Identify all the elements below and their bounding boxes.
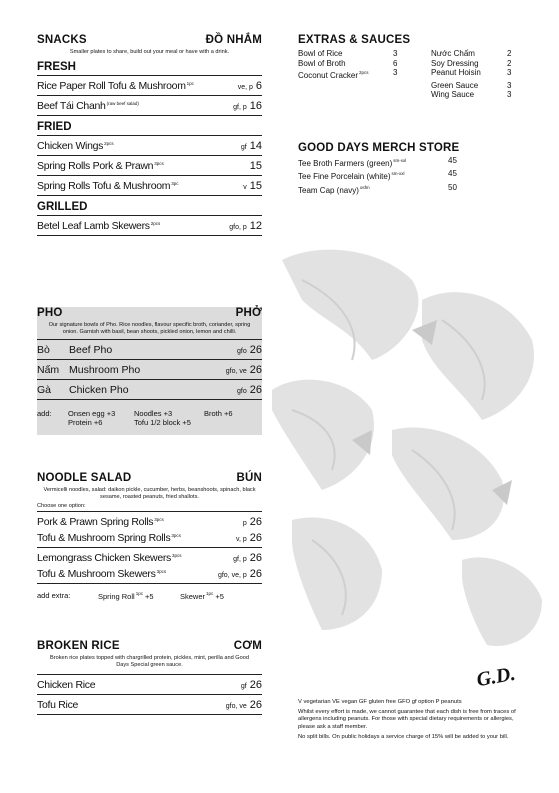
broken-rice-title: BROKEN RICE: [37, 640, 120, 652]
merch-section: [298, 142, 520, 197]
extra-price: 3: [393, 49, 398, 58]
item-name: Tofu Rice: [37, 699, 79, 711]
item-portion: 2pcs: [150, 221, 161, 226]
merch-title: GOOD DAYS MERCH STORE: [298, 141, 460, 154]
noodle-group: [37, 548, 262, 584]
item-name: Spring Rolls Pork & Prawn: [37, 160, 154, 172]
item-portion: 2pcs: [104, 141, 114, 146]
merch-price: 45: [448, 155, 457, 165]
item-price: 26: [249, 516, 262, 528]
addon-label: add:: [37, 409, 52, 418]
item-dietary-tag: gfo, p: [229, 224, 247, 231]
sauce-name: Nước Chấm: [431, 49, 475, 58]
item-dietary-tag: gfo, ve, p: [217, 572, 247, 579]
extra-label: add extra:: [37, 591, 71, 600]
menu-item[interactable]: [37, 340, 262, 360]
item-dietary-tag: gfo, ve: [225, 368, 247, 375]
item-dietary-tag: p: [242, 520, 247, 527]
menu-item[interactable]: [37, 216, 262, 236]
noodle-header: [37, 472, 262, 484]
sauce-price: 3: [507, 90, 512, 99]
item-dietary-tag: v, p: [235, 536, 247, 543]
allergen-notice: Whilst every effort is made, we cannot guarantee that each dish is free from traces of allergens including peanuts. For those with special dietary requirements or allergies, please ask a staff member.: [298, 709, 516, 730]
pho-header: [37, 307, 262, 319]
item-price: 6: [255, 80, 262, 92]
noodle-salad-section: [37, 472, 262, 601]
item-dietary-tag: gfo: [237, 348, 247, 355]
item-name: Tofu & Mushroom Spring Rolls: [37, 532, 171, 544]
menu-item[interactable]: [37, 156, 262, 176]
sauce-name: Green Sauce: [431, 80, 479, 90]
decorative-illustration: [262, 240, 559, 660]
noodle-group: [37, 512, 262, 548]
snacks-description: Smaller plates to share, build out your meal or have with a drink.: [69, 49, 230, 55]
item-price: 26: [249, 679, 262, 691]
menu-item[interactable]: [37, 566, 262, 582]
billing-notice: No split bills. On public holidays a service charge of 15% will be added to your bill.: [298, 733, 509, 740]
sauce-name: Soy Dressing: [431, 58, 479, 68]
item-price: 26: [249, 568, 262, 580]
noodle-title-viet: BÚN: [236, 472, 262, 484]
menu-item[interactable]: [37, 530, 262, 546]
item-dietary-tag: gf, p: [233, 104, 247, 111]
item-price: 14: [249, 140, 262, 152]
item-dietary-tag: gfo: [237, 388, 247, 395]
item-viet-name: Nấm: [37, 364, 60, 376]
item-dietary-tag: gf: [240, 144, 247, 151]
item-name: Betel Leaf Lamb Skewers: [37, 220, 150, 232]
item-viet-name: Bò: [37, 344, 50, 356]
noodle-description: Vermicelli noodles, salad: daikon pickle, cucumber, herbs, beanshoots, spinach, black sesame, roasted peanuts, fried shallots.: [43, 487, 256, 500]
fried-subheading: FRIED: [37, 121, 262, 136]
sauce-price: 2: [507, 49, 512, 58]
snacks-section: [37, 34, 262, 236]
logo-text: G.D.: [474, 662, 518, 692]
dietary-legend: V vegetarian VE vegan GF gluten free GFO gf option P peanuts: [298, 699, 462, 705]
right-column: [298, 34, 520, 196]
merch-list: [298, 156, 520, 197]
item-name: Rice Paper Roll Tofu & Mushroom: [37, 80, 186, 92]
item-portion: 1pc: [186, 81, 194, 86]
extras-list: [298, 49, 520, 100]
item-name: Chicken Wings: [37, 140, 104, 152]
menu-item[interactable]: [37, 76, 262, 96]
item-name: Lemongrass Chicken Skewers: [37, 552, 172, 564]
extra-item: Spring Roll$^{1pc}$ +5: [98, 591, 154, 601]
item-price: 26: [249, 344, 262, 356]
item-name: Beef Pho: [69, 344, 113, 356]
menu-item[interactable]: [37, 675, 262, 695]
merch-name: Team Cap (navy)$^{osfm}$: [298, 184, 370, 195]
item-price: 26: [249, 552, 262, 564]
item-price: 12: [249, 220, 262, 232]
sauce-name: Peanut Hoisin: [431, 68, 481, 77]
broken-rice-section: [37, 640, 262, 715]
pho-addons: [37, 409, 262, 427]
extras-title: EXTRAS & SAUCES: [298, 34, 411, 46]
noodle-title: NOODLE SALAD: [37, 472, 132, 484]
item-portion: 3pcs: [171, 533, 181, 538]
addon-item: Noodles +3: [134, 409, 173, 418]
item-viet-name: Gà: [37, 384, 52, 396]
pho-section: [37, 307, 262, 435]
extra-name: Coconut Cracker$^{2pcs}$: [298, 70, 369, 80]
sauce-price: 3: [507, 80, 512, 90]
item-name: Spring Rolls Tofu & Mushroom: [37, 180, 171, 192]
pho-title-viet: PHỞ: [235, 307, 262, 319]
menu-item[interactable]: [37, 514, 262, 530]
item-price: 26: [249, 532, 262, 544]
footer-notes: [298, 699, 528, 741]
extra-name: Bowl of Rice: [298, 49, 343, 58]
broken-rice-header: [37, 640, 262, 652]
addon-item: Protein +6: [68, 418, 103, 427]
addon-item: Onsen egg +3: [68, 409, 116, 418]
item-name: Mushroom Pho: [69, 364, 141, 376]
item-price: 15: [249, 180, 262, 192]
item-portion: 3pcs: [172, 553, 182, 558]
merch-name: Tee Fine Porcelain (white)$^{sm-xxl}$: [298, 171, 405, 181]
merch-price: 45: [448, 169, 457, 178]
grilled-subheading: GRILLED: [37, 201, 262, 216]
snacks-title-viet: ĐỒ NHẮM: [205, 34, 262, 46]
pho-title: PHO: [37, 307, 63, 319]
broken-rice-title-viet: CƠM: [233, 640, 262, 652]
menu-item[interactable]: [37, 96, 262, 116]
menu-item[interactable]: [37, 550, 262, 566]
extra-price: 3: [393, 68, 398, 77]
extra-item: Skewer$^{1pc}$ +5: [180, 591, 224, 601]
fresh-subheading: FRESH: [37, 61, 262, 76]
broken-rice-description: Broken rice plates topped with chargrilled protein, pickles, mint, perilla and Good Days Special green sauce.: [37, 655, 262, 675]
menu-item[interactable]: [37, 136, 262, 156]
item-price: 16: [249, 100, 262, 112]
extra-name: Bowl of Broth: [298, 58, 346, 68]
item-price: 15: [249, 160, 262, 172]
extra-price: 6: [393, 58, 398, 68]
noodle-extras: [37, 591, 262, 601]
item-portion: 3pcs: [156, 569, 167, 574]
item-price: 26: [249, 699, 262, 711]
item-name: Beef Tái Chanh: [37, 100, 106, 112]
merch-price: 50: [448, 182, 457, 192]
good-days-logo: [468, 659, 524, 695]
choose-option-note: Choose one option:: [37, 503, 262, 512]
sauce-name: Wing Sauce: [431, 90, 475, 99]
item-name: Chicken Pho: [69, 384, 129, 396]
snacks-title: SNACKS: [37, 34, 87, 46]
merch-name: Tee Broth Farmers (green)$^{sm-xxl}$: [298, 157, 407, 168]
item-name: Pork & Prawn Spring Rolls: [37, 516, 154, 528]
sauce-price: 2: [507, 58, 512, 68]
item-dietary-tag: gf, p: [233, 556, 247, 563]
item-name: Chicken Rice: [37, 679, 96, 691]
item-dietary-tag: gf: [240, 683, 247, 690]
item-dietary-tag: gfo, ve: [225, 703, 247, 710]
pho-description: Our signature bowls of Pho. Rice noodles, flavour specific broth, coriander, spring onion. Garnish with basil, bean shoots, pickled onion, lemon and chilli.: [37, 322, 262, 340]
snacks-header: [37, 34, 262, 46]
menu-item[interactable]: [37, 695, 262, 715]
menu-item[interactable]: [37, 176, 262, 196]
item-portion: 3pcs: [154, 517, 164, 522]
item-portion: (raw beef salad): [106, 101, 139, 106]
menu-item[interactable]: [37, 360, 262, 380]
item-price: 26: [249, 384, 262, 396]
item-name: Tofu & Mushroom Skewers: [37, 568, 156, 580]
item-price: 26: [249, 364, 262, 376]
sauce-price: 3: [507, 68, 512, 77]
addon-item: Broth +6: [204, 409, 233, 418]
item-dietary-tag: ve, p: [237, 84, 253, 91]
item-portion: 3pcs: [154, 161, 164, 166]
menu-item[interactable]: [37, 380, 262, 400]
item-portion: 3pc: [171, 181, 179, 186]
addon-item: Tofu 1/2 block +5: [134, 418, 191, 427]
item-dietary-tag: v: [243, 184, 247, 191]
